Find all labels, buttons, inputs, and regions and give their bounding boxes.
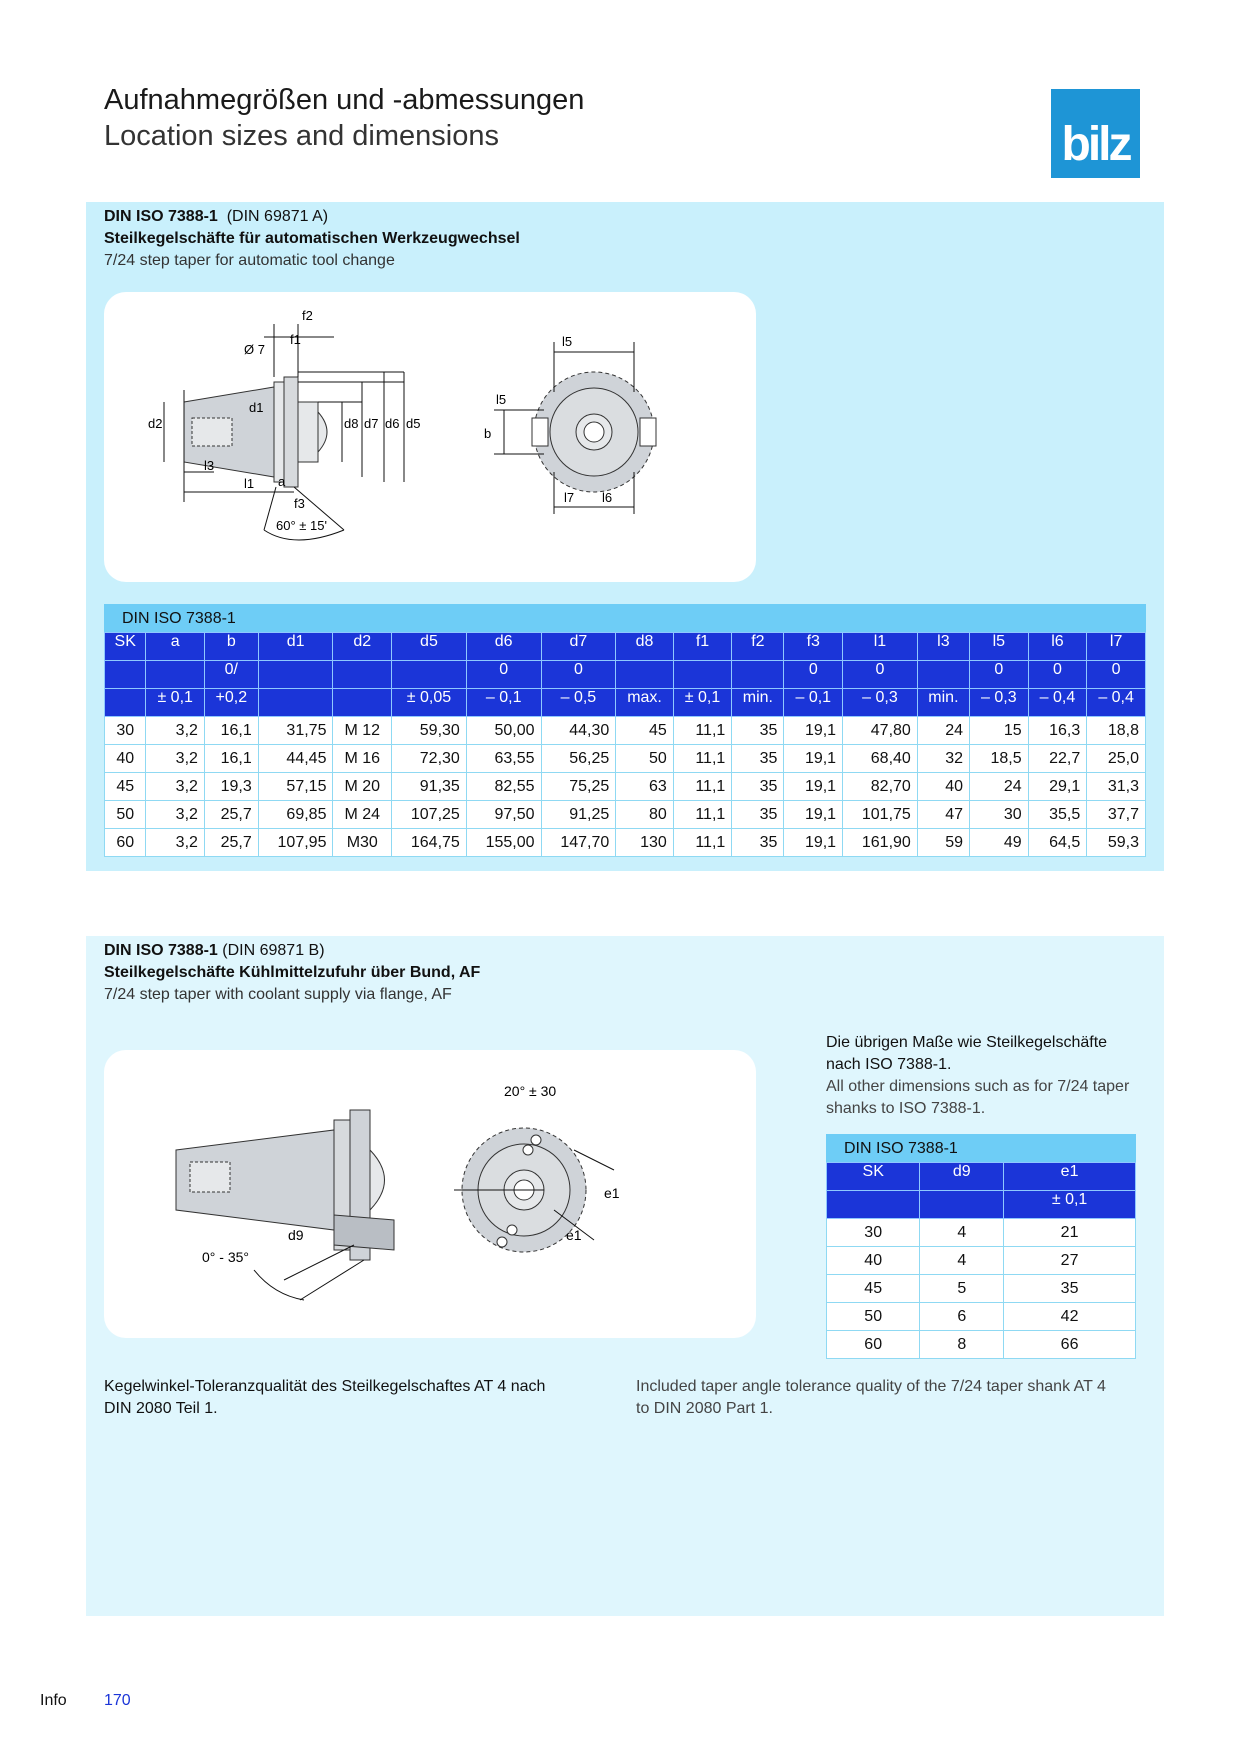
column-header-tolerance (673, 661, 731, 689)
column-header-tolerance (258, 689, 333, 717)
table-cell: 50 (105, 801, 146, 829)
table-cell: 35 (732, 773, 784, 801)
std-label-b: DIN ISO 7388-1 (104, 942, 218, 959)
table-cell: 30 (827, 1219, 920, 1247)
column-header: d9 (920, 1163, 1004, 1191)
table-cell: 40 (917, 773, 969, 801)
subtitle-en-b: 7/24 step taper with coolant supply via flange, AF (104, 986, 452, 1003)
table-cell: 31,3 (1087, 773, 1146, 801)
label-e1-right: e1 (604, 1185, 620, 1201)
note-de-line1: Die übrigen Maße wie Steilkegelschäfte (826, 1034, 1108, 1051)
footer-section: Info (40, 1692, 67, 1709)
label-angle: 60° ± 15' (276, 518, 327, 533)
table-cell: 3,2 (146, 801, 204, 829)
column-header-tolerance (732, 661, 784, 689)
table-row (105, 829, 1146, 857)
table-cell: 35 (732, 801, 784, 829)
column-header: d5 (392, 633, 467, 661)
table-cell: 3,2 (146, 773, 204, 801)
table-cell: 69,85 (258, 801, 333, 829)
table-cell: 16,1 (204, 717, 258, 745)
column-header-tolerance: 0/ (204, 661, 258, 689)
table-cell: 35 (1004, 1275, 1136, 1303)
column-header-tolerance: 0 (1087, 661, 1146, 689)
column-header: l7 (1087, 633, 1146, 661)
column-header-tolerance (392, 661, 467, 689)
table-cell: 24 (917, 717, 969, 745)
table-cell: 21 (1004, 1219, 1136, 1247)
column-header: l5 (969, 633, 1028, 661)
table-caption-b: DIN ISO 7388-1 (826, 1134, 1136, 1162)
bottom-note-en (636, 1376, 1106, 1420)
column-header: f2 (732, 633, 784, 661)
column-header-tolerance: 0 (466, 661, 541, 689)
table-cell: 24 (969, 773, 1028, 801)
table-cell: 42 (1004, 1303, 1136, 1331)
table-cell: 8 (920, 1331, 1004, 1359)
label-d1: d1 (249, 400, 264, 415)
table-cell: 29,1 (1028, 773, 1087, 801)
table-cell: 16,1 (204, 745, 258, 773)
column-header-tolerance: – 0,3 (969, 689, 1028, 717)
label-angle-range: 0° - 35° (202, 1249, 249, 1265)
table-cell: 59,3 (1087, 829, 1146, 857)
column-header: SK (105, 633, 146, 661)
table-cell: 25,7 (204, 829, 258, 857)
label-l1: l1 (244, 476, 255, 491)
column-header-tolerance: 0 (541, 661, 616, 689)
label-d7: d7 (364, 416, 379, 431)
table-cell: 101,75 (843, 801, 918, 829)
subtitle-de-b: Steilkegelschäfte Kühlmittelzufuhr über Bund, AF (104, 964, 481, 981)
table-row (105, 745, 1146, 773)
table-cell: 82,70 (843, 773, 918, 801)
table-cell: 15 (969, 717, 1028, 745)
column-header-tolerance: 0 (784, 661, 843, 689)
table-cell: 22,7 (1028, 745, 1087, 773)
table-cell: 35 (732, 717, 784, 745)
column-header: d2 (333, 633, 392, 661)
table-cell: 35 (732, 829, 784, 857)
column-header-tolerance (105, 689, 146, 717)
label-l7: l7 (564, 490, 575, 505)
note-en-line2: shanks to ISO 7388-1. (826, 1100, 986, 1117)
table-cell: 147,70 (541, 829, 616, 857)
column-header: l3 (917, 633, 969, 661)
label-d8: d8 (344, 416, 359, 431)
dimensions-table-a (104, 632, 1146, 857)
table-cell: 11,1 (673, 773, 731, 801)
column-header: a (146, 633, 204, 661)
label-l5-top: l5 (562, 334, 573, 349)
bottom-note-de-line2: DIN 2080 Teil 1. (104, 1400, 218, 1417)
std-alt-label: (DIN 69871 A) (226, 208, 329, 225)
column-header-tolerance: – 0,3 (843, 689, 918, 717)
label-e1-bottom: e1 (566, 1227, 582, 1243)
column-header-tolerance: – 0,4 (1028, 689, 1087, 717)
table-cell: M30 (333, 829, 392, 857)
table-row (827, 1331, 1136, 1359)
table-cell: 47 (917, 801, 969, 829)
table-cell: 19,1 (784, 801, 843, 829)
column-header-tolerance (333, 661, 392, 689)
table-row (105, 773, 1146, 801)
table-cell: 5 (920, 1275, 1004, 1303)
table-cell: 32 (917, 745, 969, 773)
column-header: e1 (1004, 1163, 1136, 1191)
table-cell: 164,75 (392, 829, 467, 857)
bottom-note-en-line1: Included taper angle tolerance quality of the 7/24 taper shank AT 4 (636, 1378, 1106, 1395)
label-b: b (484, 426, 492, 441)
table-cell: 35 (732, 745, 784, 773)
table-cell: 130 (616, 829, 674, 857)
column-header-tolerance: min. (732, 689, 784, 717)
table-cell: 18,5 (969, 745, 1028, 773)
column-header-tolerance (146, 661, 204, 689)
table-cell: 40 (827, 1247, 920, 1275)
table-cell: 50 (827, 1303, 920, 1331)
table-cell: 3,2 (146, 829, 204, 857)
column-header-tolerance: min. (917, 689, 969, 717)
label-l5-left: l5 (496, 392, 507, 407)
column-header-tolerance (333, 689, 392, 717)
column-header-tolerance: +0,2 (204, 689, 258, 717)
page-title: Aufnahmegrößen und -abmessungen (104, 84, 585, 116)
column-header: b (204, 633, 258, 661)
table-cell: 18,8 (1087, 717, 1146, 745)
label-d2: d2 (148, 416, 163, 431)
label-d9: d9 (288, 1227, 304, 1243)
table-cell: 11,1 (673, 829, 731, 857)
table-caption: DIN ISO 7388-1 (104, 604, 1146, 632)
dimensions-table-b (826, 1162, 1136, 1359)
table-cell: 47,80 (843, 717, 918, 745)
table-cell: 11,1 (673, 717, 731, 745)
table-cell: 57,15 (258, 773, 333, 801)
subtitle-de: Steilkegelschäfte für automatischen Werkzeugwechsel (104, 230, 520, 247)
table-cell: 97,50 (466, 801, 541, 829)
column-header-tolerance: ± 0,1 (1004, 1191, 1136, 1219)
std-alt-label-b: (DIN 69871 B) (222, 942, 325, 959)
column-header-tolerance: 0 (969, 661, 1028, 689)
column-header-tolerance: 0 (843, 661, 918, 689)
table-cell: 64,5 (1028, 829, 1087, 857)
table-cell: 66 (1004, 1331, 1136, 1359)
std-label: DIN ISO 7388-1 (104, 208, 218, 225)
table-cell: 11,1 (673, 801, 731, 829)
column-header: l1 (843, 633, 918, 661)
column-header-tolerance (258, 661, 333, 689)
table-cell: 161,90 (843, 829, 918, 857)
table-cell: 49 (969, 829, 1028, 857)
table-cell: 50,00 (466, 717, 541, 745)
label-a: a (278, 474, 286, 489)
section-din-69871-a (86, 202, 1164, 871)
bottom-note-de-line1: Kegelwinkel-Toleranzqualität des Steilkegelschaftes AT 4 nach (104, 1378, 546, 1395)
table-cell: 19,1 (784, 773, 843, 801)
table-cell: 16,3 (1028, 717, 1087, 745)
table-cell: 107,25 (392, 801, 467, 829)
column-header-tolerance (917, 661, 969, 689)
column-header-tolerance (616, 661, 674, 689)
table-cell: 60 (827, 1331, 920, 1359)
note-en (826, 1076, 1129, 1120)
table-cell: 63 (616, 773, 674, 801)
table-cell: 19,1 (784, 745, 843, 773)
table-cell: 68,40 (843, 745, 918, 773)
table-cell: 59,30 (392, 717, 467, 745)
table-cell: 75,25 (541, 773, 616, 801)
page-subtitle: Location sizes and dimensions (104, 120, 499, 152)
table-cell: 25,0 (1087, 745, 1146, 773)
note-en-line1: All other dimensions such as for 7/24 taper (826, 1078, 1130, 1095)
column-header-tolerance (105, 661, 146, 689)
table-cell: M 24 (333, 801, 392, 829)
table-cell: M 16 (333, 745, 392, 773)
column-header: d8 (616, 633, 674, 661)
table-cell: 4 (920, 1219, 1004, 1247)
table-cell: 27 (1004, 1247, 1136, 1275)
column-header: SK (827, 1163, 920, 1191)
table-cell: 35,5 (1028, 801, 1087, 829)
table-cell: 19,1 (784, 717, 843, 745)
label-l3: l3 (204, 458, 215, 473)
bottom-note-en-line2: to DIN 2080 Part 1. (636, 1400, 773, 1417)
column-header-tolerance: ± 0,05 (392, 689, 467, 717)
label-f3: f3 (294, 496, 305, 511)
column-header-tolerance (827, 1191, 920, 1219)
column-header: d6 (466, 633, 541, 661)
table-cell: 80 (616, 801, 674, 829)
table-cell: 50 (616, 745, 674, 773)
column-header-tolerance: max. (616, 689, 674, 717)
column-header-tolerance: ± 0,1 (673, 689, 731, 717)
table-row (827, 1275, 1136, 1303)
table-cell: 72,30 (392, 745, 467, 773)
table-cell: 19,3 (204, 773, 258, 801)
section-din-69871-b (86, 936, 1164, 1616)
column-header-tolerance: – 0,5 (541, 689, 616, 717)
column-header: d7 (541, 633, 616, 661)
taper-shank-drawing (104, 292, 756, 582)
column-header: f3 (784, 633, 843, 661)
table-cell: 11,1 (673, 745, 731, 773)
coolant-shank-drawing (104, 1050, 756, 1338)
label-l6: l6 (602, 490, 613, 505)
column-header-tolerance: – 0,4 (1087, 689, 1146, 717)
note-de (826, 1032, 1107, 1076)
table-cell: 107,95 (258, 829, 333, 857)
table-cell: 25,7 (204, 801, 258, 829)
table-row (827, 1303, 1136, 1331)
table-row (827, 1247, 1136, 1275)
table-cell: 4 (920, 1247, 1004, 1275)
table-cell: 45 (827, 1275, 920, 1303)
note-de-line2: nach ISO 7388-1. (826, 1056, 952, 1073)
bottom-note-de (104, 1376, 545, 1420)
table-cell: 30 (105, 717, 146, 745)
label-d6: d6 (385, 416, 400, 431)
table-cell: 45 (616, 717, 674, 745)
table-cell: 40 (105, 745, 146, 773)
label-f1: f1 (290, 332, 301, 347)
label-o7: Ø 7 (244, 342, 265, 357)
table-row (827, 1219, 1136, 1247)
section-header (104, 206, 520, 272)
table-cell: 3,2 (146, 745, 204, 773)
technical-drawing-b (104, 1050, 756, 1338)
technical-drawing-a (104, 292, 756, 582)
section-header-b (104, 940, 480, 1006)
column-header-tolerance: 0 (1028, 661, 1087, 689)
table-cell: 19,1 (784, 829, 843, 857)
table-row (105, 801, 1146, 829)
column-header: l6 (1028, 633, 1087, 661)
column-header-tolerance (920, 1191, 1004, 1219)
table-cell: 3,2 (146, 717, 204, 745)
table-cell: 82,55 (466, 773, 541, 801)
label-f2: f2 (302, 308, 313, 323)
table-cell: 155,00 (466, 829, 541, 857)
table-row (105, 717, 1146, 745)
label-angle-20: 20° ± 30 (504, 1083, 557, 1099)
table-cell: M 20 (333, 773, 392, 801)
table-cell: M 12 (333, 717, 392, 745)
footer-page-number: 170 (104, 1692, 131, 1709)
subtitle-en: 7/24 step taper for automatic tool change (104, 252, 395, 269)
table-cell: 63,55 (466, 745, 541, 773)
column-header-tolerance: – 0,1 (466, 689, 541, 717)
table-cell: 30 (969, 801, 1028, 829)
label-d5: d5 (406, 416, 421, 431)
table-cell: 44,30 (541, 717, 616, 745)
table-cell: 44,45 (258, 745, 333, 773)
table-cell: 45 (105, 773, 146, 801)
table-cell: 31,75 (258, 717, 333, 745)
bilz-logo: bilz (1051, 89, 1140, 178)
column-header-tolerance: ± 0,1 (146, 689, 204, 717)
table-cell: 60 (105, 829, 146, 857)
table-cell: 59 (917, 829, 969, 857)
table-cell: 6 (920, 1303, 1004, 1331)
table-cell: 37,7 (1087, 801, 1146, 829)
table-cell: 56,25 (541, 745, 616, 773)
column-header: f1 (673, 633, 731, 661)
column-header: d1 (258, 633, 333, 661)
table-cell: 91,35 (392, 773, 467, 801)
table-cell: 91,25 (541, 801, 616, 829)
column-header-tolerance: – 0,1 (784, 689, 843, 717)
